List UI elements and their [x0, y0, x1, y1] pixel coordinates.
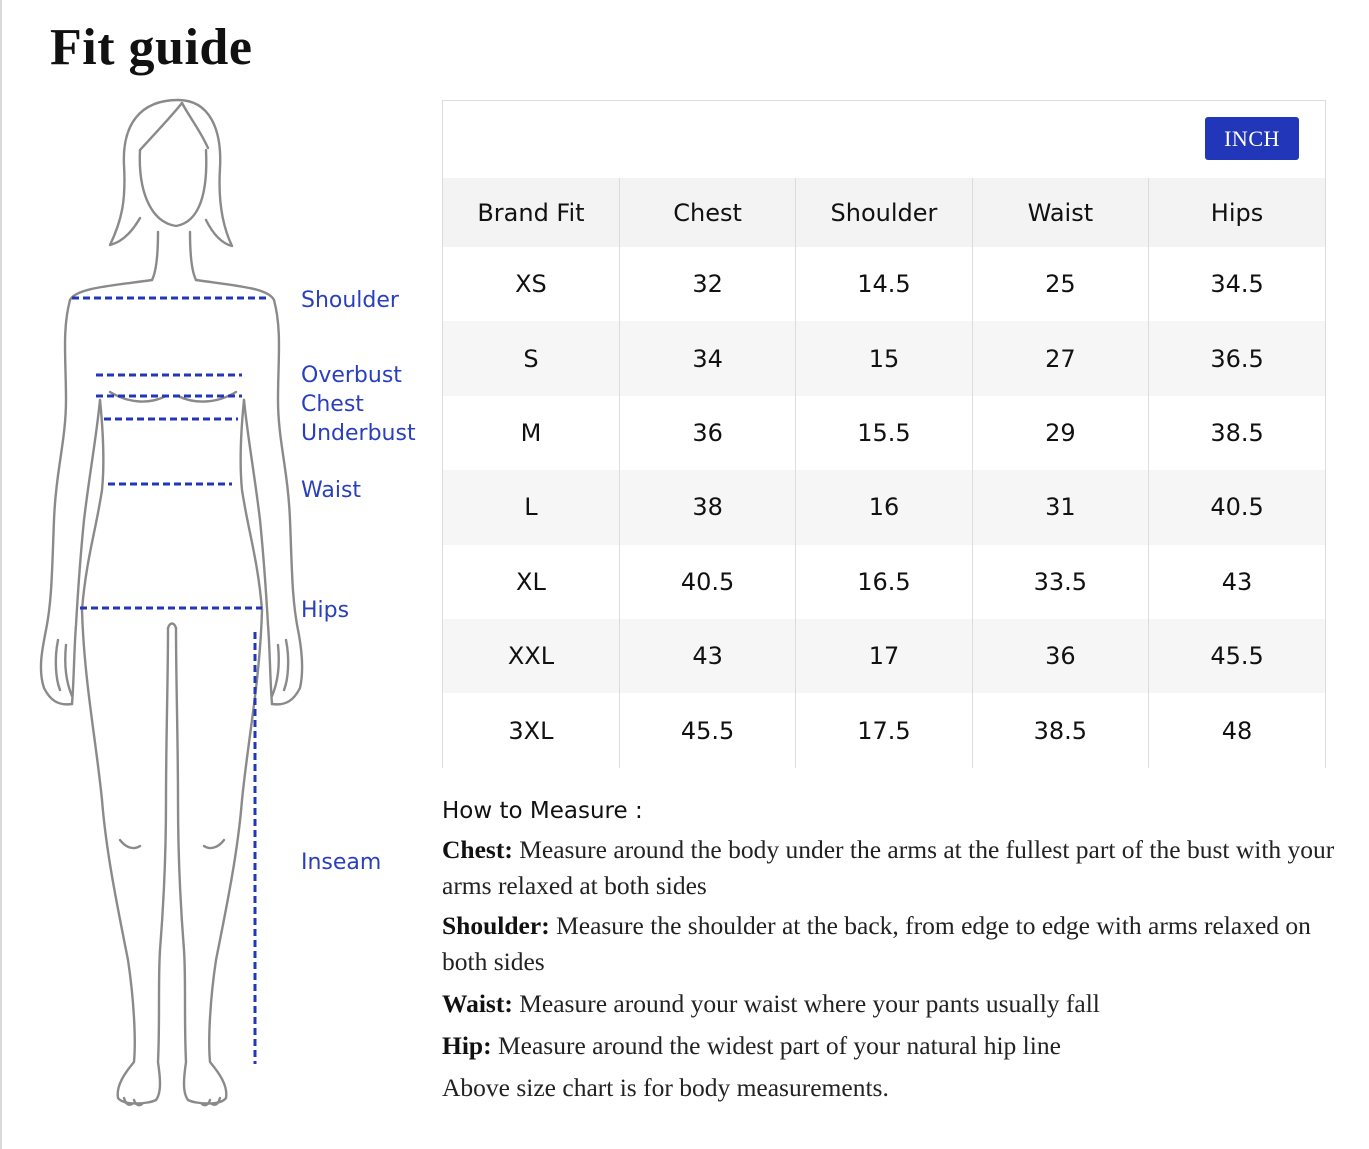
header-hips: Hips	[1149, 178, 1325, 247]
header-brand-fit: Brand Fit	[477, 198, 585, 227]
header-waist: Waist	[972, 178, 1148, 247]
table-row	[443, 396, 1325, 470]
cell-waist: 29	[972, 396, 1148, 470]
cell-hips: 34.5	[1149, 247, 1325, 321]
header-shoulder: Shoulder	[796, 178, 972, 247]
measure-item-waist	[442, 986, 1342, 1022]
measure-term: Hip:	[442, 1031, 492, 1060]
cell-size: S	[523, 344, 539, 373]
cell-shoulder: 15.5	[796, 396, 972, 470]
cell-waist: 25	[972, 247, 1148, 321]
measure-term: Chest:	[442, 835, 513, 864]
measure-term: Shoulder:	[442, 911, 550, 940]
how-to-measure-section	[442, 796, 1342, 1106]
shoulder-label: Shoulder	[301, 288, 399, 313]
cell-chest: 38	[619, 470, 795, 544]
table-row	[443, 619, 1325, 693]
cell-shoulder: 17	[796, 619, 972, 693]
cell-waist: 31	[972, 470, 1148, 544]
inch-unit-button[interactable]: INCH	[1205, 117, 1299, 160]
inseam-label: Inseam	[301, 850, 382, 875]
how-to-measure-heading: How to Measure :	[442, 798, 643, 824]
cell-hips: 48	[1149, 693, 1325, 767]
cell-shoulder: 17.5	[796, 693, 972, 767]
cell-size: XS	[515, 270, 547, 299]
size-chart-note: Above size chart is for body measurements.	[442, 1073, 889, 1102]
hips-label: Hips	[301, 598, 350, 623]
size-chart-table	[443, 178, 1325, 768]
cell-size: M	[520, 418, 542, 447]
table-row	[443, 321, 1325, 395]
table-header-row	[443, 178, 1325, 247]
cell-hips: 45.5	[1149, 619, 1325, 693]
measure-description: Measure around the body under the arms at the fullest part of the bust with your arms relaxed at both sides	[442, 835, 1335, 900]
cell-chest: 43	[619, 619, 795, 693]
cell-waist: 33.5	[972, 545, 1148, 619]
measure-item-chest	[442, 832, 1342, 904]
table-row	[443, 545, 1325, 619]
measure-item-shoulder	[442, 908, 1342, 980]
cell-hips: 40.5	[1149, 470, 1325, 544]
measure-term: Waist:	[442, 989, 513, 1018]
underbust-label: Underbust	[301, 421, 416, 446]
cell-waist: 36	[972, 619, 1148, 693]
cell-chest: 45.5	[619, 693, 795, 767]
header-chest: Chest	[619, 178, 795, 247]
measure-item-hip	[442, 1028, 1342, 1064]
cell-waist: 38.5	[972, 693, 1148, 767]
cell-hips: 36.5	[1149, 321, 1325, 395]
overbust-label: Overbust	[301, 363, 402, 388]
cell-chest: 32	[619, 247, 795, 321]
cell-hips: 38.5	[1149, 396, 1325, 470]
cell-shoulder: 16.5	[796, 545, 972, 619]
cell-chest: 40.5	[619, 545, 795, 619]
cell-size: L	[524, 493, 538, 522]
table-row	[443, 693, 1325, 767]
cell-size: XL	[516, 567, 546, 596]
measure-description: Measure around your waist where your pants usually fall	[519, 989, 1100, 1018]
cell-waist: 27	[972, 321, 1148, 395]
waist-label: Waist	[301, 478, 362, 503]
cell-chest: 34	[619, 321, 795, 395]
measure-description: Measure around the widest part of your natural hip line	[497, 1031, 1061, 1060]
table-row	[443, 470, 1325, 544]
body-figure-illustration	[0, 0, 440, 1149]
table-row	[443, 247, 1325, 321]
cell-chest: 36	[619, 396, 795, 470]
page-title: Fit guide	[50, 19, 253, 76]
chest-label: Chest	[301, 392, 364, 417]
cell-hips: 43	[1149, 545, 1325, 619]
measure-description: Measure the shoulder at the back, from edge to edge with arms relaxed on both sides	[442, 911, 1311, 976]
cell-shoulder: 14.5	[796, 247, 972, 321]
cell-shoulder: 15	[796, 321, 972, 395]
cell-size: XXL	[507, 642, 555, 671]
cell-shoulder: 16	[796, 470, 972, 544]
cell-size: 3XL	[508, 716, 554, 745]
